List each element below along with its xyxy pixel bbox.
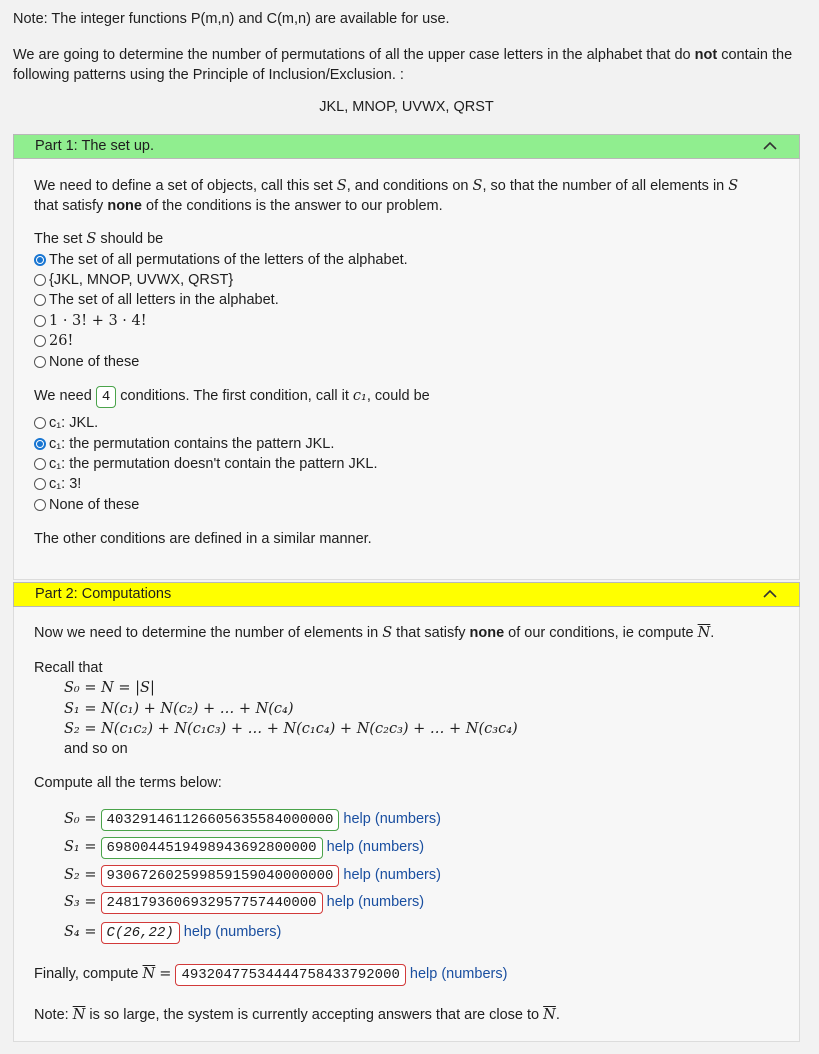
radio-button[interactable] xyxy=(34,254,46,266)
radio-button[interactable] xyxy=(34,458,46,470)
term-label: S₀ = xyxy=(64,811,97,827)
part1-title: Part 1: The set up. xyxy=(35,138,155,154)
intro-text xyxy=(13,45,803,85)
set-option-3[interactable] xyxy=(34,313,147,329)
cond-option-label: None of these xyxy=(49,497,140,513)
set-prompt xyxy=(34,231,163,247)
final-note-end: . xyxy=(555,1007,560,1023)
radio-button[interactable] xyxy=(34,499,46,511)
p2-desc-pre: Now we need to determine the number of elements in xyxy=(34,625,383,641)
set-option-label: The set of all letters in the alphabet. xyxy=(49,292,279,308)
p1-desc-end: of the conditions is the answer to our problem. xyxy=(141,198,443,214)
help-link[interactable]: help (numbers) xyxy=(326,894,425,910)
final-note-pre: Note: xyxy=(34,1007,73,1023)
set-option-0[interactable] xyxy=(34,252,408,268)
n-bar-var: $\overline{N}$ xyxy=(543,1007,556,1023)
set-var: S xyxy=(336,178,347,194)
set-prompt-pre: The set xyxy=(34,231,87,247)
chevron-up-icon[interactable] xyxy=(761,585,779,603)
term-row-s4 xyxy=(64,922,281,944)
term-row-s1 xyxy=(64,837,424,859)
radio-button[interactable] xyxy=(34,274,46,286)
final-note xyxy=(34,1007,560,1023)
set-option-label: 1 · 3! + 3 · 4! xyxy=(49,313,147,329)
term-input[interactable]: C(26,22) xyxy=(101,922,180,944)
p1-desc-bold: none xyxy=(107,198,142,214)
cond-option-4[interactable] xyxy=(34,497,139,513)
radio-button[interactable] xyxy=(34,315,46,327)
set-option-label: {JKL, MNOP, UVWX, QRST} xyxy=(49,272,234,288)
intro-bold: not xyxy=(694,47,718,63)
set-option-1[interactable] xyxy=(34,272,233,288)
radio-button[interactable] xyxy=(34,478,46,490)
cond-option-1[interactable] xyxy=(34,436,334,452)
term-label: S₂ = xyxy=(64,867,97,883)
help-link[interactable]: help (numbers) xyxy=(183,924,282,940)
cond-option-label: c₁: 3! xyxy=(49,476,82,492)
term-row-s3 xyxy=(64,892,424,914)
set-option-label: 26! xyxy=(49,333,74,349)
p1-desc-pre: We need to define a set of objects, call this set xyxy=(34,178,337,194)
part2-header[interactable] xyxy=(13,582,800,607)
radio-button[interactable] xyxy=(34,335,46,347)
part1-header[interactable] xyxy=(13,134,800,159)
cond-option-label: c₁: the permutation contains the pattern JKL. xyxy=(49,436,335,452)
finally-pre: Finally, compute xyxy=(34,966,143,982)
note-text: Note: The integer functions P(m,n) and C(m,n) are available for use. xyxy=(13,11,450,27)
patterns-list: JKL, MNOP, UVWX, QRST xyxy=(319,99,494,115)
cond-post: conditions. The first condition, call it xyxy=(120,388,353,404)
n-bar-var: $\overline{N}$ xyxy=(72,1007,86,1023)
term-input[interactable]: 2481793606932957757440000 xyxy=(101,892,323,914)
set-option-label: The set of all permutations of the letters of the alphabet. xyxy=(49,252,408,268)
chevron-up-icon[interactable] xyxy=(761,137,779,155)
part1-description xyxy=(34,176,764,216)
equals-sign: = xyxy=(159,966,172,982)
other-conditions-text: The other conditions are defined in a similar manner. xyxy=(34,531,372,547)
final-answer-input[interactable]: 49320477534444758433792000 xyxy=(175,964,405,986)
help-link[interactable]: help (numbers) xyxy=(326,839,425,855)
term-input[interactable]: 403291461126605635584000000 xyxy=(101,809,340,831)
p2-desc-bold: none xyxy=(469,625,505,641)
p1-desc-mid2: , so that the number of all elements in xyxy=(482,178,729,194)
compute-label: Compute all the terms below: xyxy=(34,775,222,791)
formula-s0: S₀ = N = |S| xyxy=(64,680,155,696)
formula-s2: S₂ = N(c₁c₂) + N(c₁c₃) + … + N(c₁c₄) + N(c₂c₃) + … + N(c₃c₄) xyxy=(64,721,518,737)
p2-desc-end: of our conditions, ie compute xyxy=(504,625,698,641)
term-row-s0 xyxy=(64,809,441,831)
set-var: S xyxy=(86,231,97,247)
set-option-4[interactable] xyxy=(34,333,73,349)
term-input[interactable]: 6980044519498943692800000 xyxy=(101,837,323,859)
final-note-mid: is so large, the system is currently accepting answers that are close to xyxy=(85,1007,544,1023)
set-var: S xyxy=(382,625,393,641)
n-bar-var: $\overline{N}$ xyxy=(697,625,711,641)
cond-option-label: c₁: JKL. xyxy=(49,415,99,431)
help-link[interactable]: help (numbers) xyxy=(409,966,508,982)
cond-var: c₁ xyxy=(352,388,367,404)
cond-end: , could be xyxy=(366,388,430,404)
set-var: S xyxy=(728,178,739,194)
p1-desc-mid: , and conditions on xyxy=(346,178,473,194)
radio-button[interactable] xyxy=(34,417,46,429)
help-link[interactable]: help (numbers) xyxy=(343,867,441,883)
set-prompt-post: should be xyxy=(96,231,164,247)
cond-pre: We need xyxy=(34,388,92,404)
cond-option-3[interactable] xyxy=(34,476,81,492)
n-bar-var: $\overline{N}$ xyxy=(142,966,156,982)
part2-title: Part 2: Computations xyxy=(35,586,172,602)
radio-button[interactable] xyxy=(34,438,46,450)
radio-button[interactable] xyxy=(34,294,46,306)
term-row-s2 xyxy=(64,865,441,887)
term-input[interactable]: 930672602599859159040000000 xyxy=(101,865,340,887)
p2-desc-post: that satisfy xyxy=(392,625,470,641)
condition-prompt xyxy=(34,386,430,408)
cond-option-2[interactable] xyxy=(34,456,377,472)
term-label: S₄ = xyxy=(64,924,97,940)
cond-option-0[interactable] xyxy=(34,415,98,431)
condition-count-input[interactable]: 4 xyxy=(96,386,116,408)
and-so-on: and so on xyxy=(64,741,128,757)
recall-label: Recall that xyxy=(34,660,103,676)
set-option-5[interactable] xyxy=(34,354,139,370)
set-var: S xyxy=(472,178,483,194)
intro-pre: We are going to determine the number of permutations of all the upper case letters in the alphabet that do xyxy=(13,47,695,63)
formula-s1: S₁ = N(c₁) + N(c₂) + … + N(c₄) xyxy=(64,701,294,717)
p1-desc-post: that satisfy xyxy=(34,198,108,214)
set-option-2[interactable] xyxy=(34,292,279,308)
intro-post: contain the following patterns using the Principle of Inclusion/Exclusion. : xyxy=(13,47,793,83)
part2-description: Now we need to determine the number of elements in S that satisfy none of our conditions, ie compute $\overline{N}$. xyxy=(34,625,715,641)
set-option-label: None of these xyxy=(49,354,140,370)
term-label: S₁ = xyxy=(64,839,97,855)
term-label: S₃ = xyxy=(64,894,97,910)
radio-button[interactable] xyxy=(34,356,46,368)
final-row xyxy=(34,964,507,986)
help-link[interactable]: help (numbers) xyxy=(343,811,441,827)
cond-option-label: c₁: the permutation doesn't contain the pattern JKL. xyxy=(49,456,378,472)
